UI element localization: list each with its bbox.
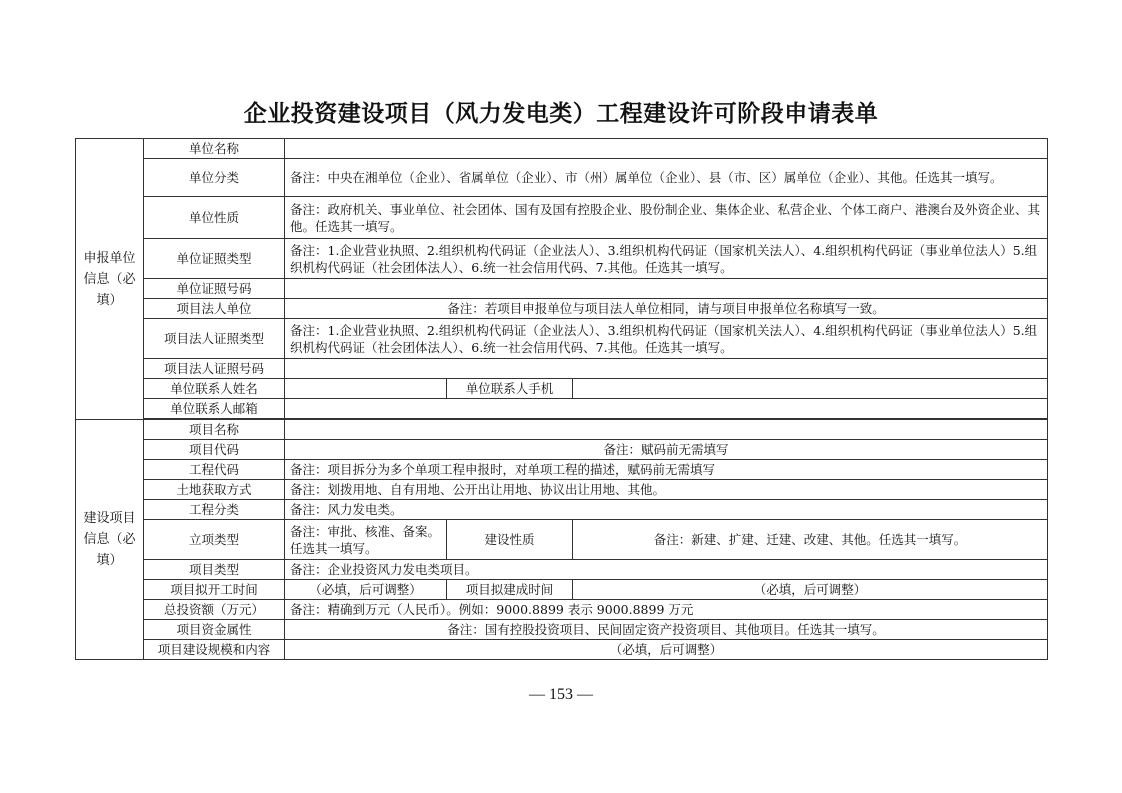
table-row (76, 640, 1048, 660)
unit-category-field[interactable]: 备注：中央在湘单位（企业）、省属单位（企业）、市（州）属单位（企业）、县（市、区）属单位（企业）、其他。任选其一填写。 (285, 159, 1048, 197)
application-form-table (75, 138, 1048, 660)
row-label: 建设性质 (447, 520, 573, 560)
table-row (76, 440, 1048, 460)
land-acquisition-field[interactable]: 备注：划拨用地、自有用地、公开出让用地、协议出让用地、其他。 (285, 480, 1048, 500)
table-row (76, 600, 1048, 620)
table-row (76, 139, 1048, 159)
engineering-category-field[interactable]: 备注：风力发电类。 (285, 500, 1048, 520)
section-heading-applicant: 申报单位信息（必填） (76, 139, 144, 420)
table-row (76, 299, 1048, 319)
total-investment-field[interactable]: 备注：精确到万元（人民币）。例如：9000.8899 表示 9000.8899 万元 (285, 600, 1048, 620)
table-row (76, 460, 1048, 480)
table-row (76, 197, 1048, 239)
row-label: 总投资额（万元） (144, 600, 285, 620)
legal-entity-field[interactable]: 备注：若项目申报单位与项目法人单位相同，请与项目申报单位名称填写一致。 (285, 299, 1048, 319)
row-label: 项目类型 (144, 560, 285, 580)
planned-start-field[interactable]: （必填，后可调整） (285, 580, 447, 600)
row-label: 单位证照类型 (144, 239, 285, 279)
project-code-field[interactable]: 备注：赋码前无需填写 (285, 440, 1048, 460)
page-number: — 153 — (529, 686, 593, 703)
table-row (76, 279, 1048, 299)
row-label: 项目法人证照号码 (144, 359, 285, 379)
table-row (76, 359, 1048, 379)
row-label: 单位名称 (144, 139, 285, 159)
table-row (76, 319, 1048, 359)
unit-nature-field[interactable]: 备注：政府机关、事业单位、社会团体、国有及国有控股企业、股份制企业、集体企业、私营企业、个体工商户、港澳台及外资企业、其他。任选其一填写。 (285, 197, 1048, 239)
row-label: 单位联系人手机 (447, 379, 573, 399)
row-label: 项目名称 (144, 420, 285, 440)
table-row (76, 560, 1048, 580)
form-title: 企业投资建设项目（风力发电类）工程建设许可阶段申请表单 (243, 101, 879, 127)
table-row (76, 239, 1048, 279)
unit-license-number-field[interactable] (285, 279, 1048, 299)
table-row (76, 399, 1048, 419)
row-label: 单位证照号码 (144, 279, 285, 299)
row-label: 土地获取方式 (144, 480, 285, 500)
funding-attribute-field[interactable]: 备注：国有控股投资项目、民间固定资产投资项目、其他项目。任选其一填写。 (285, 620, 1048, 640)
construction-nature-field[interactable]: 备注：新建、扩建、迁建、改建、其他。任选其一填写。 (573, 520, 1048, 560)
row-label: 项目拟建成时间 (447, 580, 573, 600)
row-label: 单位联系人邮箱 (144, 399, 285, 419)
table-row (76, 379, 1048, 399)
row-label: 工程分类 (144, 500, 285, 520)
row-label: 项目代码 (144, 440, 285, 460)
section-heading-project: 建设项目信息（必填） (76, 420, 144, 660)
legal-license-type-field[interactable]: 备注：1.企业营业执照、2.组织机构代码证（企业法人）、3.组织机构代码证（国家机关法人）、4.组织机构代码证（事业单位法人）5.组织机构代码证（社会团体法人）、6.统一社会信用代码、7.其他。任选其一填写。 (285, 319, 1048, 359)
row-label: 单位联系人姓名 (144, 379, 285, 399)
row-label: 单位性质 (144, 197, 285, 239)
project-name-field[interactable] (285, 420, 1048, 440)
row-label: 项目法人单位 (144, 299, 285, 319)
scale-content-field[interactable]: （必填，后可调整） (285, 640, 1048, 660)
contact-email-field[interactable] (285, 399, 1048, 419)
engineering-code-field[interactable]: 备注：项目拆分为多个单项工程申报时，对单项工程的描述，赋码前无需填写 (285, 460, 1048, 480)
unit-license-type-field[interactable]: 备注：1.企业营业执照、2.组织机构代码证（企业法人）、3.组织机构代码证（国家机关法人）、4.组织机构代码证（事业单位法人）5.组织机构代码证（社会团体法人）、6.统一社会信用代码、7.其他。任选其一填写。 (285, 239, 1048, 279)
table-row (76, 520, 1048, 560)
table-row (76, 500, 1048, 520)
row-label: 单位分类 (144, 159, 285, 197)
legal-license-number-field[interactable] (285, 359, 1048, 379)
contact-name-field[interactable] (285, 379, 447, 399)
row-label: 项目拟开工时间 (144, 580, 285, 600)
table-row (76, 580, 1048, 600)
planned-completion-field[interactable]: （必填，后可调整） (573, 580, 1048, 600)
table-row (76, 620, 1048, 640)
row-label: 立项类型 (144, 520, 285, 560)
table-row (76, 480, 1048, 500)
contact-phone-field[interactable] (573, 379, 1048, 399)
project-type-field[interactable]: 备注：企业投资风力发电类项目。 (285, 560, 1048, 580)
approval-type-field[interactable]: 备注：审批、核准、备案。任选其一填写。 (285, 520, 447, 560)
row-label: 工程代码 (144, 460, 285, 480)
table-row (76, 420, 1048, 440)
row-label: 项目法人证照类型 (144, 319, 285, 359)
row-label: 项目建设规模和内容 (144, 640, 285, 660)
row-label: 项目资金属性 (144, 620, 285, 640)
unit-name-field[interactable] (285, 139, 1048, 159)
table-row (76, 159, 1048, 197)
